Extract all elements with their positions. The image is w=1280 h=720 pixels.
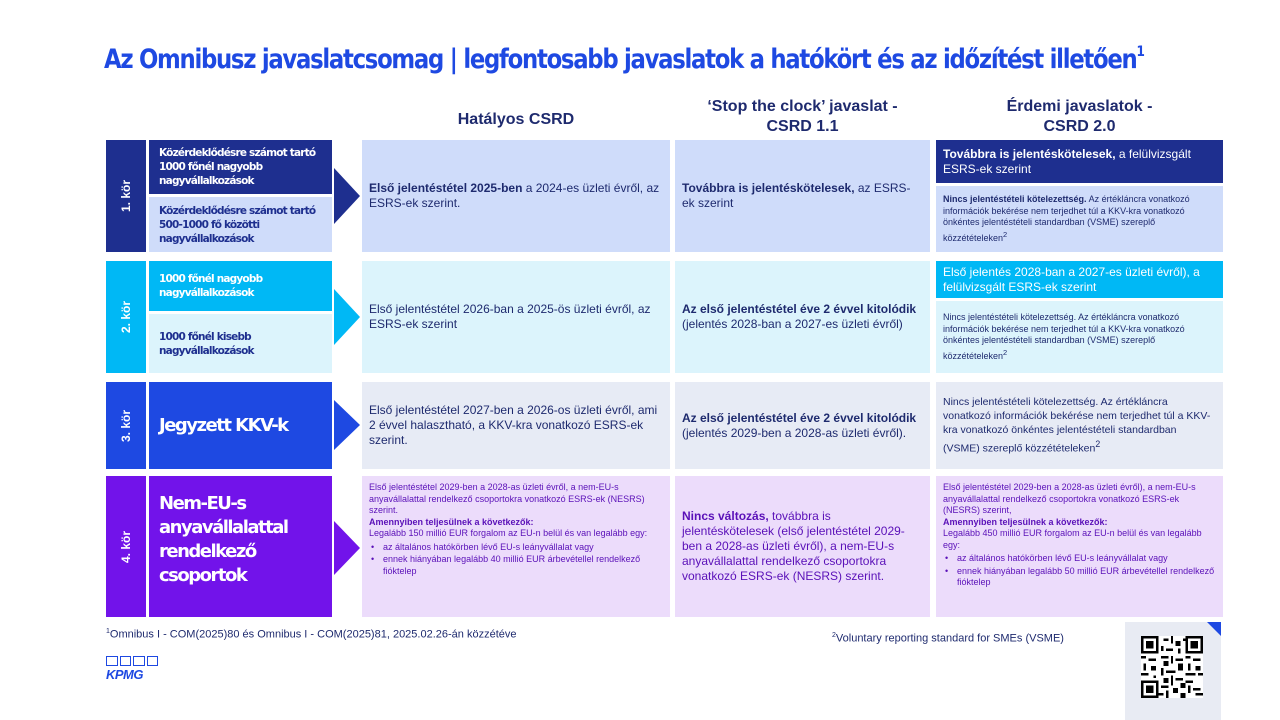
qr-code-panel [1125,622,1221,720]
row1-category-a: Közérdeklődésre számot tartó 1000 főnél nagyobb nagyvállalkozások [149,140,332,194]
row3-stop-cell: Az első jelentéstétel éve 2 évvel kitolódik (jelentés 2029-ben a 2028-as üzleti évről). [675,382,930,469]
row4-current-condition: Amennyiben teljesülnek a következők: [369,516,534,527]
row2-subst-cell-a: Első jelentés 2028-ban a 2027-es üzleti évről), a felülvizsgált ESRS-ek szerint [936,261,1223,298]
kpmg-logo-text: KPMG [106,667,143,682]
kpmg-logo [106,656,158,682]
col-header-stop-line1: ‘Stop the clock’ javaslat - [707,98,898,115]
row1-subst-cell-b: Nincs jelentéstételi kötelezettség. Az értékláncra vonatkozó információk bekérése nem terjedhet túl a KKV-kra vonatkozó önkéntes jelentéstételi standardban (VSME) szereplő közzétételeken$^2$ [936,186,1223,252]
row4-subst-bullet-2: • ennek hiányában legalább 50 millió EUR árbevétellel rendelkező fióktelep [943,566,1216,589]
row4-current-bullet-2: • ennek hiányában legalább 40 millió EUR árbevétellel rendelkező fióktelep [369,554,663,577]
footnote-1: $^1$Omnibus I - COM(2025)80 és Omnibus I - COM(2025)81, 2025.02.26-án közzétéve [106,628,517,641]
row2-category-b: 1000 főnél kisebb nagyvállalkozások [149,314,332,373]
row3-category: Jegyzett KKV-k [149,382,332,469]
row1-category-b: Közérdeklődésre számot tartó 500-1000 fő közötti nagyvállalkozások [149,197,332,252]
row4-current-bullet-1: • az általános hatókörben lévő EU-s leányvállalat vagy [369,542,663,554]
page-title: Az Omnibusz javaslatcsomag | legfontosabb javaslatok a hatókört és az időzítést illetően$^1$ [104,44,1144,75]
row-label-2: 2. kör [106,261,146,373]
row4-current-threshold: Legalább 150 millió EUR forgalom az EU-n belül és van legalább egy: [369,528,648,538]
col-header-stop-line2: CSRD 1.1 [766,118,839,135]
row4-chevron-icon [334,476,360,617]
corner-accent-icon [1207,622,1221,636]
row1-current-cell: Első jelentéstétel 2025-ben a 2024-es üzleti évről, az ESRS-ek szerint. [362,140,670,252]
row4-current-intro: Első jelentéstétel 2029-ben a 2028-as üzleti évről, a nem-EU-s anyavállalattal rendelkező csoportokra vonatkozó ESRS-ek (NESRS) szerint. [369,482,645,515]
col-header-subst-line1: Érdemi javaslatok - [1006,98,1153,115]
row4-subst-cell [936,476,1223,617]
row4-current-cell [362,476,670,617]
row1-stop-cell: Továbbra is jelentéskötelesek, az ESRS-ek szerint [675,140,930,252]
row2-category-a: 1000 főnél nagyobb nagyvállalkozások [149,261,332,311]
row4-category: Nem-EU-s anyavállalattal rendelkező csoportok [149,476,332,617]
row-label-1: 1. kör [106,140,146,252]
col-header-stop-the-clock [675,97,930,137]
row4-subst-condition: Amennyiben teljesülnek a következők: [943,516,1108,527]
row-label-3: 3. kör [106,382,146,469]
qr-code-icon[interactable] [1141,636,1203,698]
row3-current-cell: Első jelentéstétel 2027-ben a 2026-os üzleti évről, ami 2 évvel halasztható, a KKV-kra vonatkozó ESRS-ek szerint. [362,382,670,469]
row1-chevron-icon [334,140,360,252]
row4-subst-threshold: Legalább 450 millió EUR forgalom az EU-n belül és van legalább egy: [943,528,1202,550]
kpmg-logo-boxes-icon [106,656,158,666]
row2-stop-cell: Az első jelentéstétel éve 2 évvel kitolódik (jelentés 2028-ban a 2027-es üzleti évről) [675,261,930,373]
row4-subst-intro: Első jelentéstétel 2029-ben a 2028-as üzleti évről), a nem-EU-s anyavállalattal rendelkező csoportokra vonatkozó ESRS-ek (NESRS) szerint, [943,482,1196,515]
row2-current-cell: Első jelentéstétel 2026-ban a 2025-ös üzleti évről, az ESRS-ek szerint [362,261,670,373]
row1-subst-cell-a: Továbbra is jelentéskötelesek, a felülvizsgált ESRS-ek szerint [936,140,1223,183]
row4-stop-cell: Nincs változás, továbbra is jelentéskötelesek (első jelentéstétel 2029-ben a 2028-as üzleti évről), a nem-EU-s anyavállalattal rendelkező csoportokra vonatkozó ESRS-ek (NESRS) szerint. [675,476,930,617]
footnote-2: $^2$Voluntary reporting standard for SMEs (VSME) [832,632,1064,645]
row3-chevron-icon [334,382,360,469]
col-header-subst-line2: CSRD 2.0 [1043,118,1116,135]
row2-subst-cell-b: Nincs jelentéstételi kötelezettség. Az értékláncra vonatkozó információk bekérése nem terjedhet túl a KKV-kra vonatkozó önkéntes jelentéstételi standardban (VSME) szereplő közzétételeken$^2$ [936,301,1223,373]
row-label-4: 4. kör [106,476,146,617]
row4-subst-bullet-1: • az általános hatókörben lévő EU-s leányvállalat vagy [943,553,1216,565]
col-header-substantive [936,97,1223,137]
row2-chevron-icon [334,261,360,373]
row3-subst-cell: Nincs jelentéstételi kötelezettség. Az értékláncra vonatkozó információk bekérése nem terjedhet túl a KKV-kra vonatkozó önkéntes jelentéstételi standardban (VSME) szereplő közzétételeken$^2$ [936,382,1223,469]
col-header-current: Hatályos CSRD [457,111,575,128]
